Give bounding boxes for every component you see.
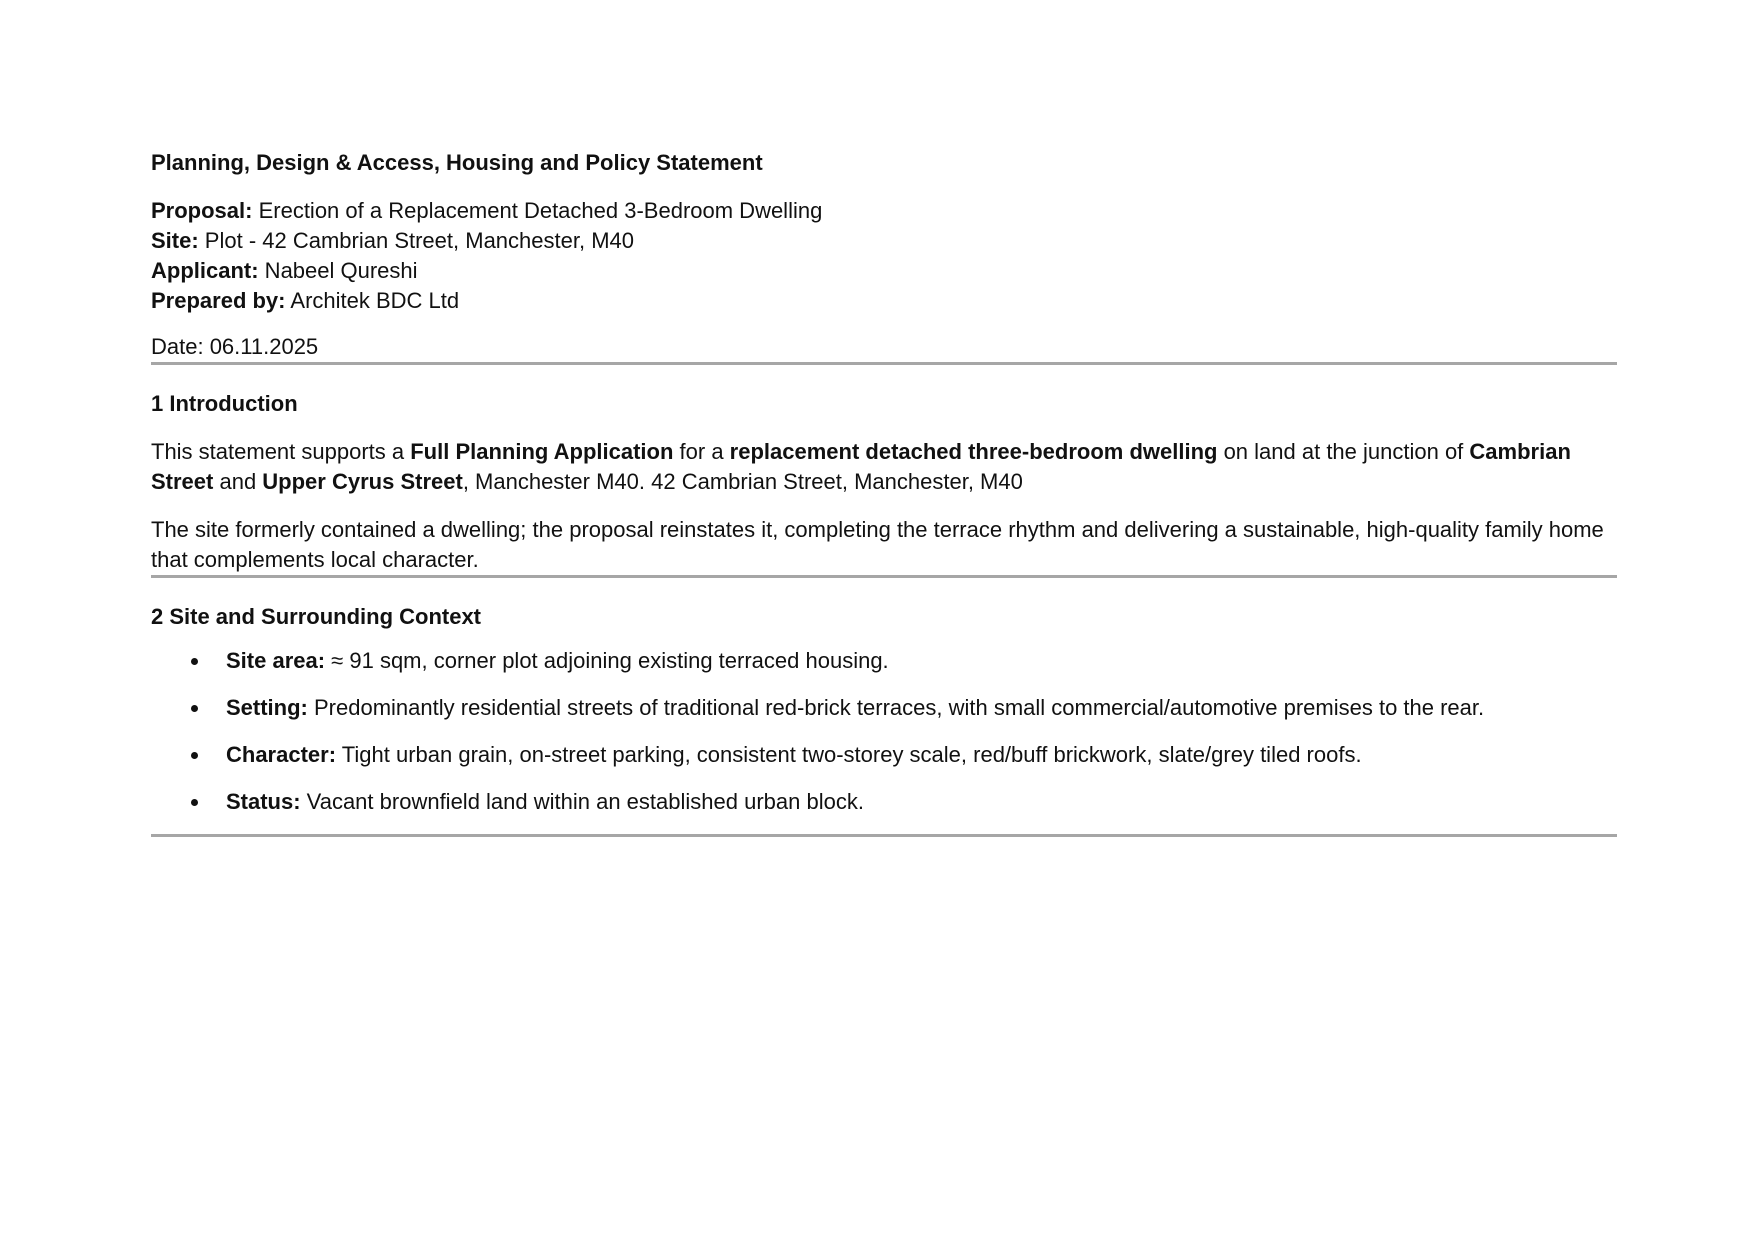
document-meta [151, 196, 1621, 316]
list-item-status [151, 787, 1621, 817]
intro-bold-3: Cambrian Street [151, 439, 1571, 494]
meta-proposal [151, 196, 1621, 226]
meta-prepared-label: Prepared by: [151, 288, 286, 313]
meta-proposal-label: Proposal: [151, 198, 253, 223]
meta-prepared-value: Architek BDC Ltd [285, 288, 460, 313]
document-page [151, 148, 1621, 837]
intro-text-4: and [213, 469, 263, 494]
document-date: Date: 06.11.2025 [151, 334, 319, 359]
list-item-text: ≈ 91 sqm, corner plot adjoining existing terraced housing. [325, 648, 889, 673]
section-divider [151, 362, 1617, 365]
meta-applicant-label: Applicant: [151, 258, 259, 283]
bullet-icon [191, 799, 198, 806]
meta-prepared-by [151, 286, 1621, 316]
list-item-text: Predominantly residential streets of traditional red-brick terraces, with small commercial/automotive premises to the rear. [307, 695, 1485, 720]
list-item-character [151, 740, 1621, 770]
bullet-icon [191, 752, 198, 759]
site-context-list [151, 646, 1621, 817]
section-heading-introduction: 1 Introduction [151, 391, 298, 416]
list-item-setting [151, 693, 1621, 723]
document-title: Planning, Design & Access, Housing and Policy Statement [151, 150, 763, 175]
meta-applicant-value: Nabeel Qureshi [258, 258, 418, 283]
meta-site [151, 226, 1621, 256]
section-divider [151, 575, 1617, 578]
section-heading-site-context: 2 Site and Surrounding Context [151, 604, 482, 629]
list-item-site-area [151, 646, 1621, 676]
bullet-icon [191, 658, 198, 665]
section-divider [151, 834, 1617, 837]
intro-bold-2: replacement detached three-bedroom dwelling [729, 439, 1218, 464]
list-item-text: Tight urban grain, on-street parking, consistent two-storey scale, red/buff brickwork, slate/grey tiled roofs. [336, 742, 1362, 767]
intro-text-3: on land at the junction of [1217, 439, 1470, 464]
list-item-label: Status: [226, 789, 301, 814]
intro-bold-4: Upper Cyrus Street [262, 469, 463, 494]
meta-proposal-value: Erection of a Replacement Detached 3-Bedroom Dwelling [252, 198, 823, 223]
list-item-label: Character: [226, 742, 337, 767]
list-item-label: Setting: [226, 695, 308, 720]
bullet-icon [191, 705, 198, 712]
intro-text-5: , Manchester M40. 42 Cambrian Street, Manchester, M40 [462, 469, 1023, 494]
intro-text-1: This statement supports a [151, 439, 411, 464]
meta-applicant [151, 256, 1621, 286]
intro-bold-1: Full Planning Application [410, 439, 674, 464]
intro-text-2: for a [673, 439, 730, 464]
intro-paragraph-1 [151, 437, 1621, 497]
list-item-label: Site area: [226, 648, 326, 673]
list-item-text: Vacant brownfield land within an established urban block. [300, 789, 864, 814]
meta-site-value: Plot - 42 Cambrian Street, Manchester, M40 [198, 228, 634, 253]
intro-paragraph-2: The site formerly contained a dwelling; the proposal reinstates it, completing the terrace rhythm and delivering a sustainable, high-quality family home that complements local character. [151, 517, 1604, 572]
meta-site-label: Site: [151, 228, 199, 253]
